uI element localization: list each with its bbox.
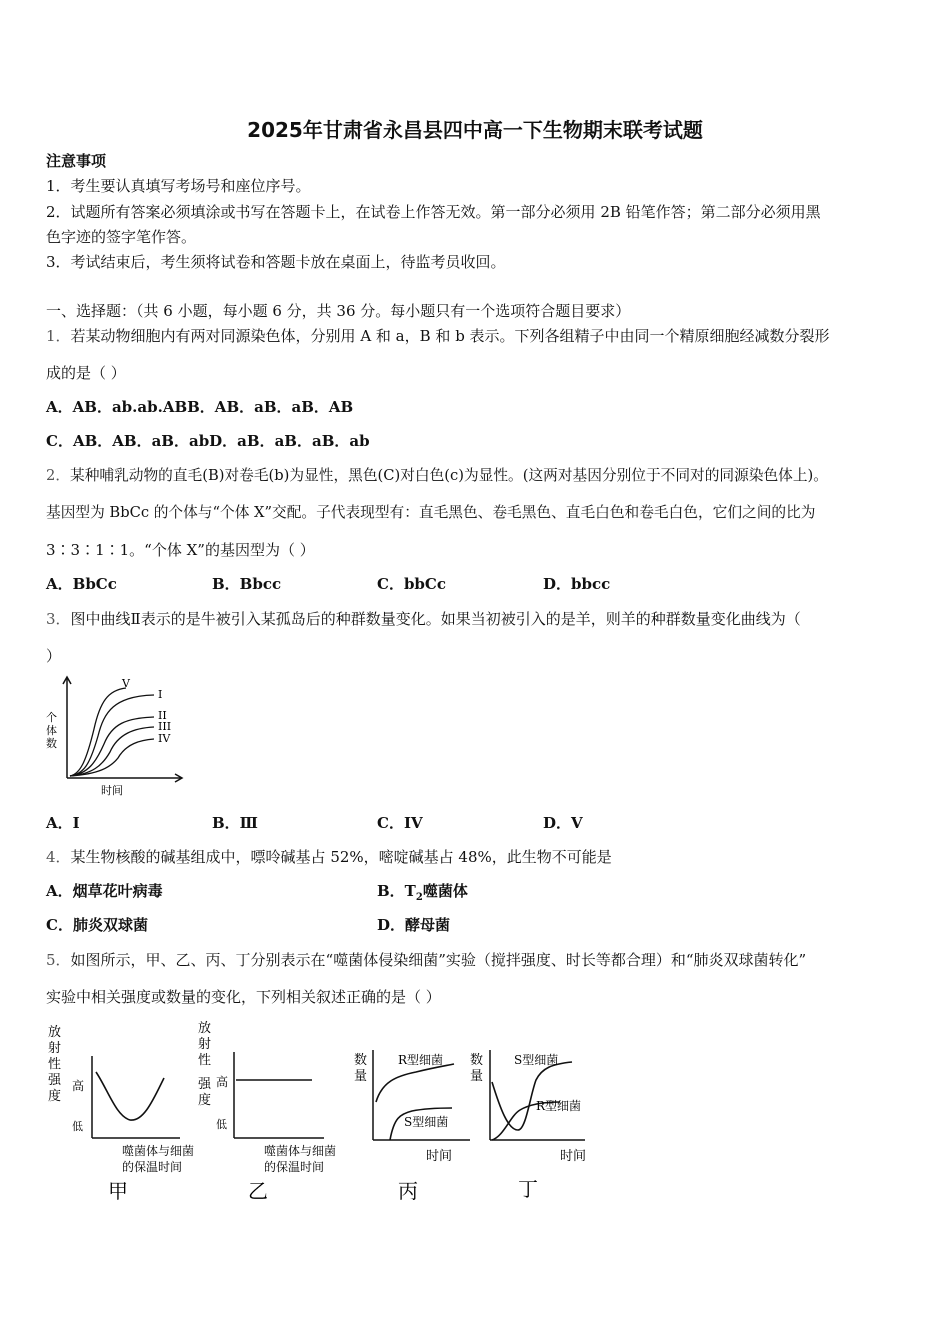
question-text: 某生物核酸的碱基组成中，嘌呤碱基占 52%，嘧啶碱基占 48%，此生物不可能是 <box>70 848 612 866</box>
option-b: B．Ⅲ <box>212 814 258 832</box>
y-label-char: 度 <box>198 1093 212 1108</box>
option-a: A．I <box>46 814 80 832</box>
curve-label-iv: IV <box>158 732 171 745</box>
curve-label-ii: II <box>158 709 167 722</box>
high-label: 高 <box>216 1075 229 1089</box>
curve-label-i: I <box>158 688 163 701</box>
question-number: 3． <box>46 610 71 628</box>
x-label: 时间 <box>426 1149 453 1164</box>
s-label: S型细菌 <box>404 1115 449 1129</box>
y-label-char: 强 <box>198 1077 212 1092</box>
r-label: R型细菌 <box>536 1099 582 1113</box>
question-text: 若某动物细胞内有两对同源染色体，分别用 A 和 a，B 和 b 表示。下列各组精子中由同一个精原细胞经减数分裂形 <box>70 327 830 345</box>
x-label: 时间 <box>101 784 123 797</box>
x-label: 的保温时间 <box>122 1160 183 1174</box>
y-label-char: 放 <box>198 1021 212 1036</box>
option-c: C．肺炎双球菌 <box>46 916 148 934</box>
question-text: 图中曲线Ⅱ表示的是牛被引入某孤岛后的种群数量变化。如果当初被引入的是羊，则羊的种群数量变化曲线为（ <box>70 610 801 628</box>
question-text: 如图所示，甲、乙、丙、丁分别表示在“噬菌体侵染细菌”实验（搅拌强度、时长等都合理）和“肺炎双球菌转化” <box>70 951 807 969</box>
x-label: 时间 <box>560 1149 587 1164</box>
question-2-cont: 基因型为 BbCc 的个体与“个体 X”交配。子代表现型有：直毛黑色、卷毛黑色、直毛白色和卷毛白色，它们之间的比为 <box>46 504 816 521</box>
question-number: 4． <box>46 848 71 866</box>
y-label-char: 个 <box>46 711 57 724</box>
question-1 <box>46 326 830 346</box>
question-text: 某种哺乳动物的直毛(B)对卷毛(b)为显性，黑色(C)对白色(c)为显性。(这两对基因分别位于不同对的同源染色体上)。 <box>70 467 828 484</box>
y-label-char: 数 <box>470 1053 484 1068</box>
y-label-char: 射 <box>198 1037 212 1052</box>
curve-label-iii: III <box>158 720 172 733</box>
panel-yi <box>198 1021 336 1203</box>
y-label-char: 强 <box>48 1073 62 1088</box>
option-d: D．V <box>543 814 583 832</box>
x-label: 噬菌体与细菌 <box>122 1144 195 1158</box>
option-b-subscript: 2 <box>415 892 423 903</box>
caption: 甲 <box>108 1179 128 1203</box>
high-label: 高 <box>72 1079 85 1093</box>
notice-item: 2．试题所有答案必须填涂或书写在答题卡上，在试卷上作答无效。第一部分必须用 2B 铅笔作答；第二部分必须用黑 <box>46 203 821 221</box>
question-number: 2． <box>46 467 71 484</box>
notice-item: 3．考试结束后，考生须将试卷和答题卡放在桌面上，待监考员收回。 <box>46 253 506 271</box>
notice-item: 1．考生要认真填写考场号和座位序号。 <box>46 177 311 195</box>
caption: 丁 <box>518 1177 538 1201</box>
notice-heading: 注意事项 <box>46 152 107 170</box>
y-label-char: 量 <box>470 1069 484 1084</box>
caption: 乙 <box>248 1179 268 1203</box>
y-label-char: 体 <box>46 724 57 737</box>
population-growth-figure <box>44 674 189 800</box>
page-title: 2025年甘肃省永昌县四中高一下生物期末联考试题 <box>247 118 703 142</box>
question-3 <box>46 609 801 629</box>
panel-bing <box>354 1050 470 1203</box>
y-label-char: 射 <box>48 1041 62 1056</box>
phage-transformation-figure <box>40 1018 610 1208</box>
y-label-char: 度 <box>48 1089 62 1104</box>
curve-s <box>492 1062 572 1130</box>
question-5 <box>46 950 806 970</box>
question-2 <box>46 466 828 486</box>
x-label: 噬菌体与细菌 <box>264 1144 337 1158</box>
curve-v <box>70 688 126 776</box>
option-a: A．AB．ab.ab.ABB．AB．aB．aB．AB <box>46 398 354 416</box>
y-label-char: 数 <box>354 1053 368 1068</box>
question-1-cont: 成的是（ ） <box>46 364 126 382</box>
caption: 丙 <box>398 1179 418 1203</box>
option-a: A．烟草花叶病毒 <box>46 882 163 900</box>
panel-ding <box>470 1050 586 1201</box>
question-5-cont: 实验中相关强度或数量的变化，下列相关叙述正确的是（ ） <box>46 988 441 1006</box>
curve-r <box>376 1064 454 1102</box>
y-label-char: 性 <box>198 1053 212 1068</box>
option-c: C．AB．AB．aB．abD．aB．aB．aB．ab <box>46 432 370 450</box>
curve-iii <box>70 727 154 776</box>
option-b-prefix: B．T <box>377 882 416 900</box>
x-label: 的保温时间 <box>264 1160 325 1174</box>
y-label-char: 放 <box>48 1025 62 1040</box>
option-b-suffix: 噬菌体 <box>422 882 468 900</box>
y-label-char: 数 <box>46 737 57 750</box>
option-c: C．bbCc <box>377 575 446 593</box>
curve <box>96 1072 164 1120</box>
curve-ii <box>70 717 154 776</box>
panel-jia <box>48 1025 194 1203</box>
option-c: C．IV <box>377 814 423 832</box>
y-label-char: 量 <box>354 1069 368 1084</box>
low-label: 低 <box>72 1120 83 1133</box>
s-label: S型细菌 <box>514 1053 559 1067</box>
question-3-cont: ） <box>46 647 62 665</box>
curve-label-v: V <box>122 677 130 690</box>
y-label-char: 性 <box>48 1057 62 1072</box>
option-b <box>377 881 468 908</box>
r-label: R型细菌 <box>398 1053 444 1067</box>
question-number: 5． <box>46 951 71 969</box>
question-2-cont: 3∶3∶1∶1。“个体 X”的基因型为（ ） <box>46 541 315 559</box>
option-b: B．Bbcc <box>212 575 282 593</box>
question-number: 1． <box>46 327 71 345</box>
option-d: D．bbcc <box>543 575 611 593</box>
option-d: D．酵母菌 <box>377 916 451 934</box>
question-4 <box>46 847 612 867</box>
section-heading: 一、选择题：（共 6 小题，每小题 6 分，共 36 分。每小题只有一个选项符合题目要求） <box>46 302 631 320</box>
low-label: 低 <box>216 1118 227 1131</box>
notice-item: 色字迹的签字笔作答。 <box>46 228 197 246</box>
option-a: A．BbCc <box>46 575 117 593</box>
